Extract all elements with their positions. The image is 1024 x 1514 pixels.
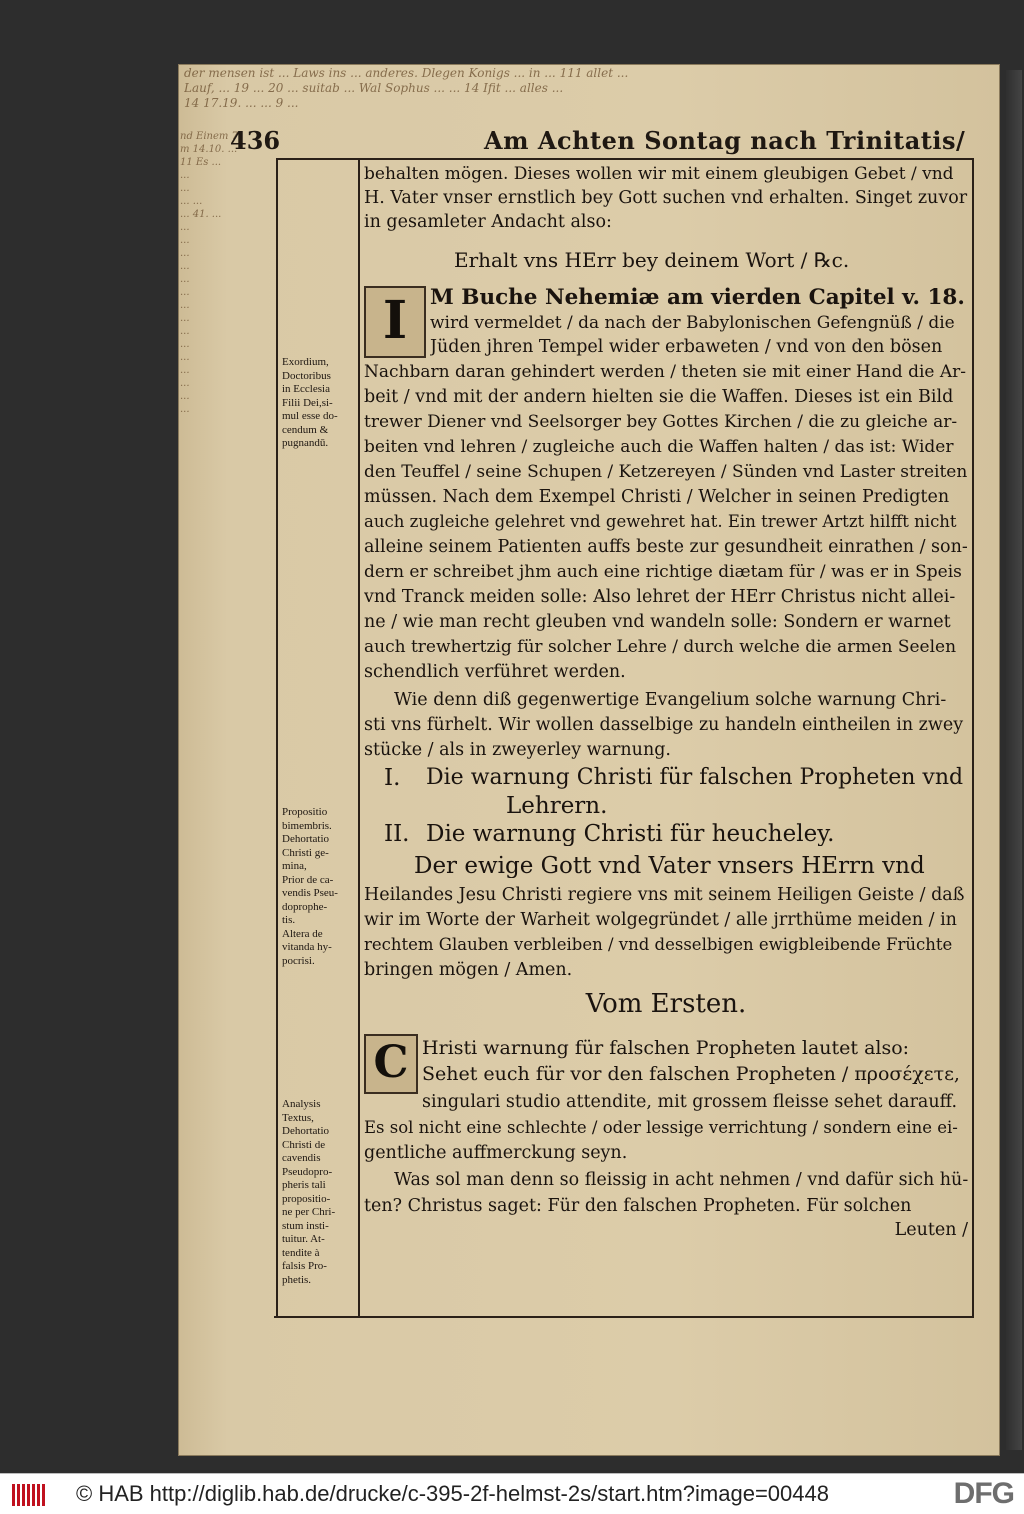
text-line: in gesamleter Andacht also: — [364, 212, 612, 232]
text-line: singulari studio attendite, mit grossem fleisse sehet darauff. — [422, 1092, 958, 1112]
text-line: rechtem Glauben verbleiben / vnd desselbigen ewigbleibende Früchte — [364, 935, 953, 954]
text-line: sti vns fürhelt. Wir wollen dasselbige zu handeln eintheilen in zwey — [364, 715, 964, 735]
book-page — [178, 64, 1000, 1456]
viewer-footer — [0, 1473, 1024, 1514]
text-line: ten? Christus saget: Für den falschen Propheten. Für solchen — [364, 1196, 912, 1216]
section-heading: Vom Ersten. — [585, 989, 747, 1019]
list-item: Die warnung Christi für falschen Propheten vnd — [426, 766, 964, 790]
dfg-logo: DFG — [953, 1477, 1014, 1510]
text-line: behalten mögen. Dieses wollen wir mit einem gleubigen Gebet / vnd — [364, 164, 954, 184]
text-line: müssen. Nach dem Exempel Christi / Welcher in seinen Predigten — [364, 487, 950, 507]
catchword: Leuten / — [894, 1220, 968, 1240]
text-frame — [276, 158, 974, 1318]
text-line: auch zugleiche gelehret vnd gewehret hat. Ein trewer Artzt hilfft nicht — [364, 512, 957, 531]
drop-cap-initial: I — [364, 286, 426, 358]
prayer-lead: Der ewige Gott vnd Vater vnsers HErrn vnd — [414, 854, 925, 878]
text-line: schendlich verführet werden. — [364, 662, 626, 682]
text-line: Wie denn diß gegenwertige Evangelium solche warnung Chri- — [394, 690, 947, 710]
text-line: Jüden jhren Tempel wider erbaweten / vnd von den bösen — [430, 337, 943, 357]
list-item: Die warnung Christi für heucheley. — [426, 822, 835, 846]
list-number: I. — [384, 766, 401, 790]
text-line: stücke / als in zweyerley warnung. — [364, 740, 671, 760]
source-url[interactable]: © HAB http://diglib.hab.de/drucke/c-395-2f-helmst-2s/start.htm?image=00448 — [76, 1481, 829, 1506]
paragraph-lead: M Buche Nehemiæ am vierden Capitel v. 18. — [430, 286, 965, 310]
text-line: bringen mögen / Amen. — [364, 960, 573, 980]
text-line: Heilandes Jesu Christi regiere vns mit seinem Heiligen Geiste / daß — [364, 885, 965, 905]
hymn-line: Erhalt vns HErr bey deinem Wort / ℞c. — [454, 248, 850, 272]
text-line: den Teuffel / seine Schupen / Ketzereyen / Sünden vnd Laster streiten — [364, 462, 968, 482]
text-line: trewer Diener vnd Seelsorger bey Gottes Kirchen / die zu gleiche ar- — [364, 412, 958, 432]
text-line: H. Vater vnser ernstlich bey Gott suchen vnd erhalten. Singet zuvor — [364, 188, 968, 208]
handwritten-annotation-margin: nd Einem 7 m 14.10. ... 11 Es ... ... ... ... ... ... 41. ... ... ... ... ... ... ... ... ... ... ... ... ... ... ... ... — [180, 131, 238, 415]
running-head — [186, 120, 996, 160]
text-line: dern er schreibet jhm auch eine richtige diætam für / was er in Speis — [364, 562, 962, 582]
drop-cap-initial: C — [364, 1034, 418, 1094]
text-line: wir im Worte der Warheit wolgegründet / alle jrrthüme meiden / in — [364, 910, 957, 930]
page-number: 436 — [230, 126, 281, 155]
text-line: vnd Tranck meiden solle: Also lehret der HErr Christus nicht allei- — [364, 587, 956, 607]
margin-note-analysis: Analysis Textus, Dehortatio Christi de cavendis Pseudopro- pheris tali propositio- ne per Chri- stum insti- tuitur. At- tendite à falsis Pro- phetis. — [282, 1098, 336, 1286]
text-line: gentliche auffmerckung seyn. — [364, 1143, 628, 1163]
text-line: wird vermeldet / da nach der Babylonischen Gefengnüß / die — [430, 313, 955, 333]
bottom-rule — [274, 1316, 974, 1318]
margin-column — [278, 160, 360, 1316]
margin-note-exordium: Exordium, Doctoribus in Ecclesia Filii Dei,si- mul esse do- cendum & pugnandū. — [282, 356, 338, 449]
text-line: ne / wie man recht gleuben vnd wandeln solle: Sondern er warnet — [364, 612, 951, 632]
text-line: Nachbarn daran gehindert werden / theten sie mit einer Hand die Ar- — [364, 362, 967, 382]
text-line: alleine seinem Patienten auffs beste zur gesundheit einrathen / son- — [364, 537, 968, 557]
text-line: Was sol man denn so fleissig in acht nehmen / vnd dafür sich hü- — [394, 1170, 968, 1190]
text-line: beit / vnd mit der andern hielten sie die Waffen. Dieses ist ein Bild — [364, 387, 954, 407]
list-item-continuation: Lehrern. — [506, 794, 608, 818]
text-line: Sehet euch für vor den falschen Propheten / προσέχετε, — [422, 1063, 960, 1085]
list-number: II. — [384, 822, 410, 846]
text-line: Es sol nicht eine schlechte / oder lessige verrichtung / sondern eine ei- — [364, 1118, 958, 1137]
page-stack-edge — [1006, 70, 1022, 1450]
paragraph-lead: Hristi warnung für falschen Propheten lautet also: — [422, 1037, 910, 1059]
text-line: beiten vnd lehren / zugleiche auch die Waffen halten / das ist: Wider — [364, 437, 954, 457]
running-title: Am Achten Sontag nach Trinitatis/ — [484, 126, 966, 155]
handwritten-annotation-top: der mensen ist ... Laws ins ... anderes. Dlegen Konigs ... in ... 111 allet ... Lauf, ... 19 ... 20 ... suitab ... Wal Sophus ... ... 14 Ifit ... alles ... 14 17.19. ... ... 9 ... — [184, 66, 629, 110]
text-line: auch trewhertzig für solcher Lehre / durch welche die armen Seelen — [364, 637, 957, 657]
margin-note-propositio: Propositio bimembris. Dehortatio Christi ge- mina, Prior de ca- vendis Pseu- doprophe- tis. Altera de vitanda hy- pocrisi. — [282, 806, 338, 967]
library-logo-icon — [12, 1484, 46, 1506]
